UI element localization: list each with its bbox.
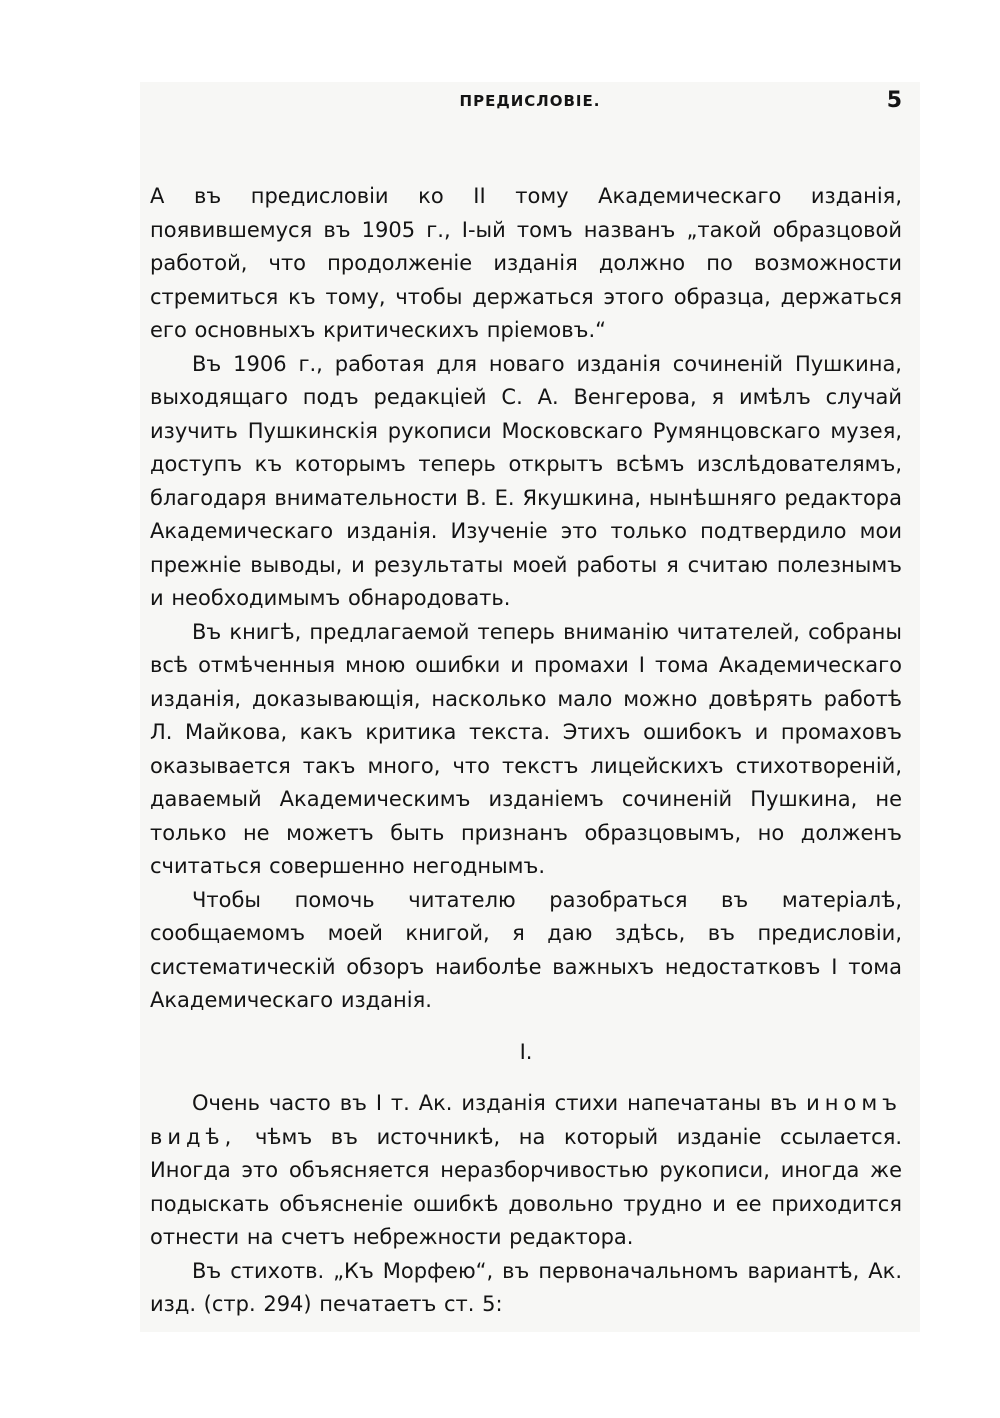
paragraph-1: А въ предисловіи ко II тому Академическаго изданія, появившемуся въ 1905 г., I-ый томъ названъ „такой образцовой работой, что продолженіе изданія должно по возможности стремиться къ тому, чтобы держаться этого образца, держаться его основныхъ критическихъ пріемовъ.“ xyxy=(150,184,902,342)
body-text xyxy=(150,180,902,1322)
paragraph-3: Въ книгѣ, предлагаемой теперь вниманію читателей, собраны всѣ отмѣченныя мною ошибки и промахи I тома Академическаго изданія, доказывающія, насколько мало можно довѣрять работѣ Л. Майкова, какъ критика текста. Этихъ ошибокъ и промаховъ оказывается такъ много, что текстъ лицейскихъ стихотвореній, даваемый Академическимъ изданіемъ сочиненій Пушкина, не только не можетъ быть признанъ образцовымъ, но долженъ считаться совершенно негоднымъ. xyxy=(150,619,902,878)
section-number: I. xyxy=(519,1039,533,1064)
spaced-emphasis: иномъ видѣ, xyxy=(150,1091,902,1149)
section-paragraph xyxy=(150,1087,902,1255)
paragraph-4: Чтобы помочь читателю разобраться въ матеріалѣ, сообщаемомъ моей книгой, я даю здѣсь, въ предисловіи, систематическій обзоръ наиболѣе важныхъ недостатковъ I тома Академическаго изданія. xyxy=(150,887,902,1012)
section-paragraph-rest: чѣмъ въ источникѣ, на который изданіе ссылается. Иногда это объясняется неразборчивостью рукописи, иногда же подыскать объясненіе ошибкѣ довольно трудно и ее приходится отнести на счетъ небрежности редактора. xyxy=(150,1124,902,1249)
paragraph-last: Въ стихотв. „Къ Морфею“, въ первоначальномъ вариантѣ, Ак. изд. (стр. 294) печатаетъ ст. 5: xyxy=(150,1258,902,1316)
page-number: 5 xyxy=(886,88,902,113)
running-header xyxy=(150,88,910,122)
section-paragraph-start: Очень часто въ I т. Ак. изданія стихи напечатаны въ xyxy=(192,1091,798,1115)
paragraph-2: Въ 1906 г., работая для новаго изданія сочиненій Пушкина, выходящаго подъ редакціей С. А. Венгерова, я имѣлъ случай изучить Пушкинскія рукописи Московскаго Румянцовскаго музея, доступъ къ которымъ теперь открытъ всѣмъ изслѣдователямъ, благодаря внимательности В. Е. Якушкина, нынѣшняго редактора Академическаго изданія. Изученіе это только подтвердило мои прежніе выводы, и результаты моей работы я считаю полезнымъ и необходимымъ обнародовать. xyxy=(150,351,902,610)
running-title: ПРЕДИСЛОВІЕ. xyxy=(459,92,601,110)
